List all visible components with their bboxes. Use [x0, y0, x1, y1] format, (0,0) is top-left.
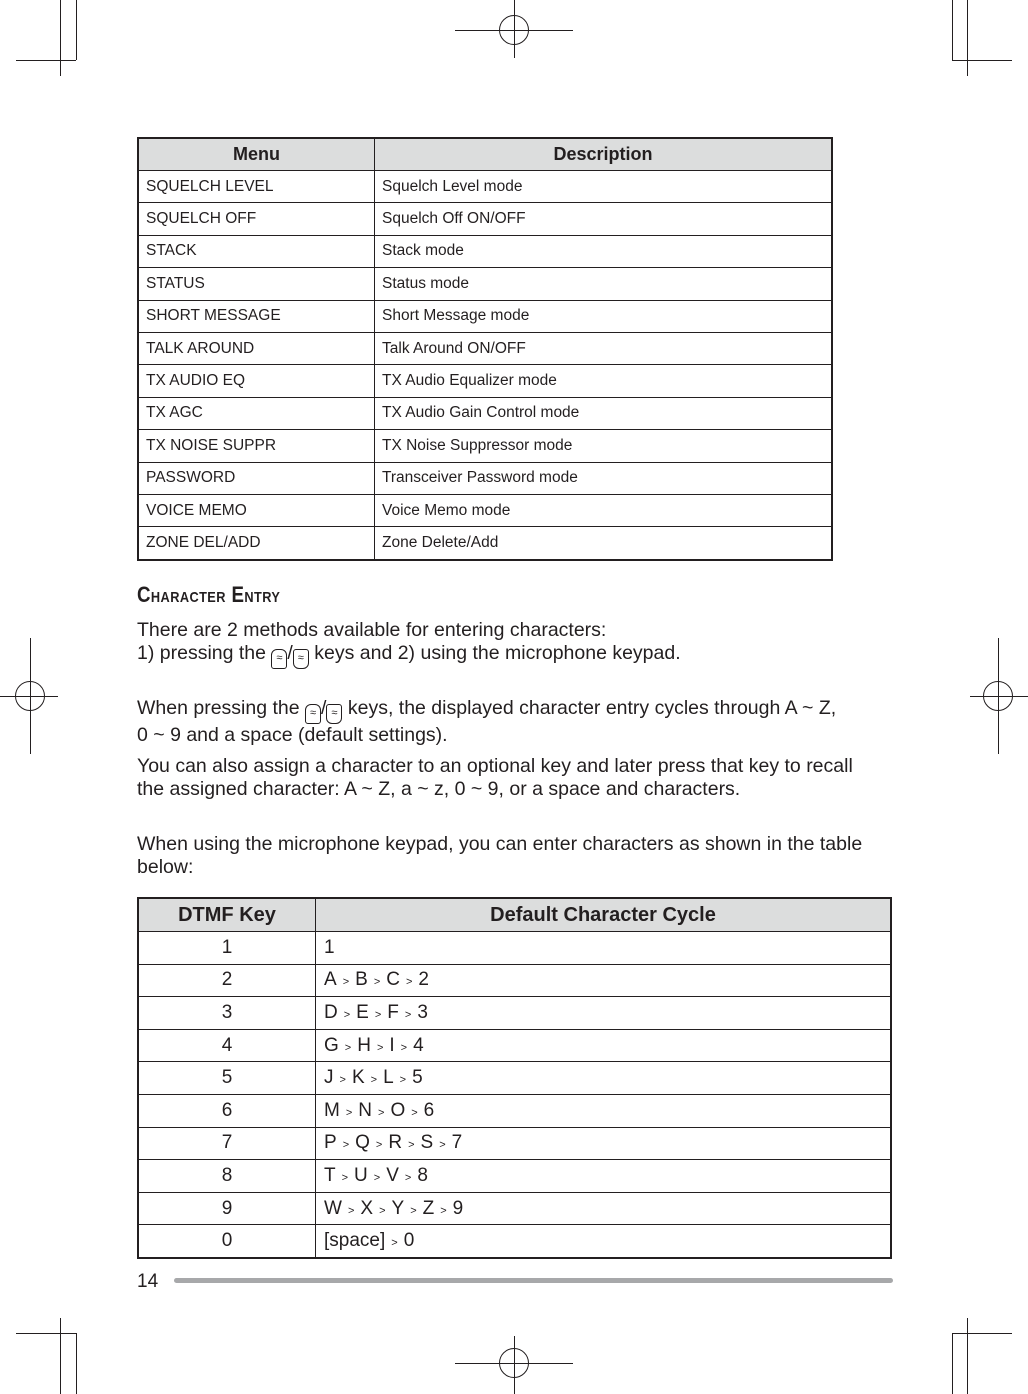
line: 0 ~ 9 and a space (default settings). [137, 724, 448, 746]
dtmf-key-cell: 5 [138, 1062, 316, 1095]
table-row [138, 365, 832, 397]
table-row [138, 235, 832, 267]
arrow-separator: > [343, 1008, 351, 1021]
up-key-icon: ≈ [305, 704, 321, 724]
character: R [388, 1132, 403, 1154]
dtmf-key-cell: 2 [138, 964, 316, 997]
keypad-paragraph: When using the microphone keypad, you can enter characters as shown in the table below: [137, 833, 863, 878]
description-cell: TX Noise Suppressor mode [375, 430, 833, 462]
character: 3 [417, 1001, 428, 1023]
table-row [138, 997, 891, 1030]
character: N [358, 1099, 372, 1121]
description-cell: Squelch Level mode [375, 171, 833, 203]
menu-cell: TX AUDIO EQ [138, 365, 375, 397]
character-cycle-cell [316, 1160, 892, 1193]
table-row [138, 1225, 891, 1258]
section-heading: Character Entry [137, 582, 281, 607]
description-cell: Voice Memo mode [375, 494, 833, 526]
arrow-separator: > [411, 1106, 418, 1119]
description-cell: TX Audio Gain Control mode [375, 397, 833, 429]
character: 5 [412, 1067, 423, 1089]
character: D [324, 1001, 338, 1023]
slash: / [321, 697, 327, 719]
column-header-description: Description [375, 138, 833, 171]
table-row [138, 1192, 891, 1225]
table-row [138, 462, 832, 494]
table-row [138, 300, 832, 332]
character: X [360, 1197, 374, 1219]
arrow-separator: > [404, 1171, 412, 1184]
character-cycle-cell [316, 1029, 892, 1062]
character: 9 [452, 1197, 464, 1219]
character: 8 [417, 1164, 428, 1186]
intro-paragraph [137, 619, 907, 669]
character-cycle-cell [316, 964, 892, 997]
arrow-separator: > [440, 1204, 447, 1217]
character: 4 [413, 1034, 424, 1056]
arrow-separator: > [373, 976, 381, 989]
arrow-separator: > [375, 1139, 383, 1152]
arrow-separator: > [410, 1204, 417, 1217]
arrow-separator: > [376, 1041, 384, 1054]
up-key-icon: ≈ [271, 649, 287, 669]
character: 1 [324, 936, 335, 958]
text: keys, the displayed character entry cycles through A ~ Z, [342, 697, 837, 719]
table-row [138, 203, 832, 235]
intro-line-1: There are 2 methods available for entering characters: [137, 619, 607, 641]
description-cell: Squelch Off ON/OFF [375, 203, 833, 235]
description-cell: Stack mode [375, 235, 833, 267]
character: K [351, 1067, 365, 1089]
table-row [138, 1062, 891, 1095]
character-cycle-cell [316, 1225, 892, 1258]
character: H [357, 1034, 371, 1056]
arrow-separator: > [408, 1139, 415, 1152]
character-cycle-cell [316, 1192, 892, 1225]
character: Y [391, 1197, 405, 1219]
dtmf-key-cell: 6 [138, 1094, 316, 1127]
menu-cell: SQUELCH OFF [138, 203, 375, 235]
column-header-character-cycle: Default Character Cycle [316, 898, 892, 932]
description-cell: TX Audio Equalizer mode [375, 365, 833, 397]
table-row [138, 397, 832, 429]
column-header-menu: Menu [138, 138, 375, 171]
character: C [386, 969, 400, 991]
table-row [138, 332, 832, 364]
table-row [138, 494, 832, 526]
arrow-separator: > [378, 1106, 385, 1119]
menu-cell: VOICE MEMO [138, 494, 375, 526]
intro-line-2 [137, 642, 907, 669]
table-row [138, 171, 832, 203]
character: Z [422, 1197, 435, 1219]
arrow-separator: > [347, 1204, 355, 1217]
character: Q [355, 1132, 370, 1154]
description-cell: Zone Delete/Add [375, 527, 833, 560]
table-row [138, 430, 832, 462]
menu-cell: ZONE DEL/ADD [138, 527, 375, 560]
character: L [383, 1067, 394, 1089]
character: G [324, 1034, 339, 1056]
arrow-separator: > [339, 1074, 346, 1087]
menu-cell: SHORT MESSAGE [138, 300, 375, 332]
character: 0 [403, 1230, 415, 1252]
character-cycle-cell [316, 1094, 892, 1127]
menu-cell: PASSWORD [138, 462, 375, 494]
menu-table [137, 137, 833, 561]
arrow-separator: > [399, 1074, 407, 1087]
character: O [390, 1099, 406, 1121]
arrow-separator: > [342, 976, 350, 989]
character-cycle-cell [316, 1062, 892, 1095]
description-cell: Status mode [375, 268, 833, 300]
character: U [354, 1164, 368, 1186]
arrow-separator: > [374, 1008, 382, 1021]
down-key-icon: ≈ [326, 704, 342, 724]
arrow-separator: > [400, 1041, 408, 1054]
character: M [324, 1099, 340, 1121]
table-row [138, 1160, 891, 1193]
description-cell: Talk Around ON/OFF [375, 332, 833, 364]
arrow-separator: > [404, 1008, 412, 1021]
character: V [386, 1164, 399, 1186]
arrow-separator: > [391, 1237, 398, 1250]
slash: / [287, 642, 293, 664]
arrow-separator: > [379, 1204, 386, 1217]
arrow-separator: > [370, 1074, 378, 1087]
page-number: 14 [137, 1271, 159, 1292]
character: [space] [324, 1230, 386, 1252]
dtmf-key-cell: 0 [138, 1225, 316, 1258]
arrow-separator: > [345, 1106, 353, 1119]
table-row [138, 268, 832, 300]
character: P [324, 1132, 337, 1154]
character: 7 [451, 1132, 463, 1154]
character: 6 [423, 1099, 435, 1121]
menu-cell: TX AGC [138, 397, 375, 429]
dtmf-table [137, 897, 892, 1259]
character-cycle-cell [316, 1127, 892, 1160]
character: F [387, 1001, 399, 1023]
table-row [138, 1127, 891, 1160]
menu-cell: TX NOISE SUPPR [138, 430, 375, 462]
arrow-separator: > [373, 1171, 381, 1184]
character: A [324, 969, 337, 991]
character-cycle-cell [316, 997, 892, 1030]
character: T [324, 1164, 336, 1186]
text: keys and 2) using the microphone keypad. [308, 642, 681, 664]
arrow-separator: > [405, 976, 413, 989]
arrow-separator: > [341, 1171, 349, 1184]
character: J [324, 1067, 334, 1089]
arrow-separator: > [344, 1041, 352, 1054]
table-row [138, 1029, 891, 1062]
menu-cell: STATUS [138, 268, 375, 300]
dtmf-key-cell: 8 [138, 1160, 316, 1193]
character: S [420, 1132, 434, 1154]
pressing-keys-paragraph [137, 697, 917, 747]
arrow-separator: > [342, 1139, 350, 1152]
text: When pressing the [137, 697, 306, 719]
dtmf-key-cell: 9 [138, 1192, 316, 1225]
footer-rule [174, 1278, 893, 1283]
description-cell: Transceiver Password mode [375, 462, 833, 494]
dtmf-key-cell: 4 [138, 1029, 316, 1062]
character: 2 [418, 969, 429, 991]
text: 1) pressing the [137, 642, 272, 664]
table-row [138, 932, 891, 965]
character: W [324, 1197, 342, 1219]
down-key-icon: ≈ [293, 649, 309, 669]
character: B [355, 969, 368, 991]
character: I [389, 1034, 395, 1056]
character: E [356, 1001, 369, 1023]
table-row [138, 527, 832, 560]
dtmf-key-cell: 7 [138, 1127, 316, 1160]
table-row [138, 1094, 891, 1127]
column-header-dtmf-key: DTMF Key [138, 898, 316, 932]
menu-cell: STACK [138, 235, 375, 267]
dtmf-key-cell: 1 [138, 932, 316, 965]
description-cell: Short Message mode [375, 300, 833, 332]
character-cycle-cell [316, 932, 892, 965]
arrow-separator: > [439, 1139, 446, 1152]
dtmf-key-cell: 3 [138, 997, 316, 1030]
table-row [138, 964, 891, 997]
line [137, 697, 917, 724]
menu-cell: TALK AROUND [138, 332, 375, 364]
menu-cell: SQUELCH LEVEL [138, 171, 375, 203]
assign-paragraph: You can also assign a character to an optional key and later press that key to recall the assigned character: A ~ Z, a ~ z, 0 ~ 9, or a space and characters. [137, 755, 853, 800]
